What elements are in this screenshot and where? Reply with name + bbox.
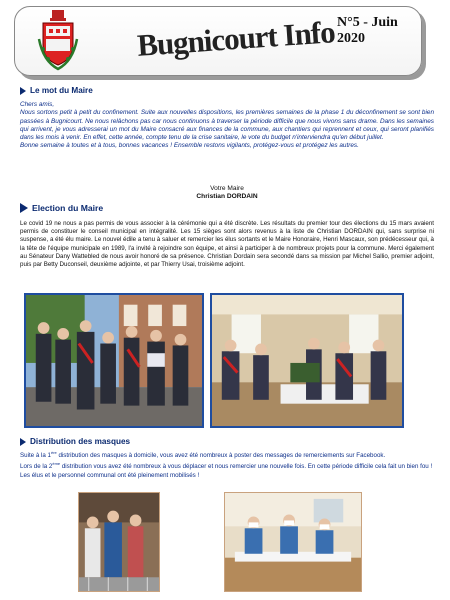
issue-number: N°5 - Juin 2020 (337, 15, 398, 46)
photo-election-outdoor (24, 293, 204, 428)
mot-body: Nous sortons petit à petit du confinement. Suite aux nouvelles dispositions, les premières semaines de la phase 1 du déconfinement se sont bien passées à Bugnicourt. Ne nous relâchons pas car nous continuons à traverser la période difficile que nous vivons sans drame. Dans les semaines qui arrivent, je vous adresserai un mot du Maire consacré aux finances de la commune, aux chantiers qui reprennent et ceux, qui seront planifiés dans les mois à venir. En effet, cette année, compte tenu de la crise sanitaire, le vote du budget n'interviendra qu'en début juillet. (20, 109, 434, 142)
signature-name: Christian DORDAIN (196, 193, 258, 200)
signature (20, 185, 434, 201)
greeting: Chers amis, (20, 101, 55, 108)
photo-image-icon (26, 295, 202, 426)
mot-closing: Bonne semaine à toutes et à tous, bonnes vacances ! Ensemble restons vigilants, protégez-vous et protégez les autres. (20, 142, 359, 150)
arrow-right-icon (20, 203, 28, 213)
town-crest-icon (37, 9, 79, 71)
photo-image-icon (79, 493, 159, 591)
section-heading-masques: Distribution des masques (20, 437, 130, 446)
arrow-right-icon (20, 87, 26, 95)
photo-masks-distribution-outdoor (78, 492, 160, 592)
arrow-right-icon (20, 438, 26, 446)
newsletter-title: Bugnicourt Info (135, 14, 336, 63)
signature-role: Votre Maire (210, 185, 244, 192)
masques-text (20, 449, 434, 480)
masques-line-3: Les élus et le personnel communal ont été pleinement mobilisés ! (20, 471, 200, 479)
newsletter-header (14, 6, 422, 76)
masques-line-2: Lors de la 2ème distribution vous avez été nombreux à vous déplacer et nous remercier une nouvelle fois. En cette période difficile cela fait un bien fou ! (20, 461, 433, 471)
election-text: Le covid 19 ne nous a pas permis de vous associer à la cérémonie qui a été discrète. Les résultats du premier tour des élections du 15 mars avaient permis de constituer le conseil municipal en intégralité. Les 15 sièges sont alors revenus à la liste de Christian DORDAIN qui, sans surprise ni suspense, a été élu maire. Le nouvel édile a tenu à saluer et remercier les élus sortants et le Maire Honoraire, Henri Mascaux, son prédécesseur qui, à la tête de l'équipe municipale en 1989, l'a invité à rejoindre son équipe, et ainsi à participer à de nombreux projets pour la commune. Merci également au Sénateur Dany Wattebled de nous avoir honoré de sa présence. Christian Dordain sera secondé dans sa mission par Michel Sallio, premier adjoint, puis par Betty Duconseil, deuxième adjointe, et par Thierry Usai, troisième adjoint. (20, 220, 434, 269)
photo-image-icon (225, 493, 361, 591)
photo-masks-distribution-indoor (224, 492, 362, 592)
photo-image-icon (212, 295, 402, 426)
section-heading-election: Election du Maire (20, 203, 103, 213)
section-heading-mot-du-maire: Le mot du Maire (20, 86, 93, 95)
mot-du-maire-text (20, 101, 434, 151)
photo-election-council-room (210, 293, 404, 428)
masques-line-1: Suite à la 1ère distribution des masques à domicile, vous avez été nombreux à poster des messages de remerciements sur Facebook. (20, 450, 386, 460)
